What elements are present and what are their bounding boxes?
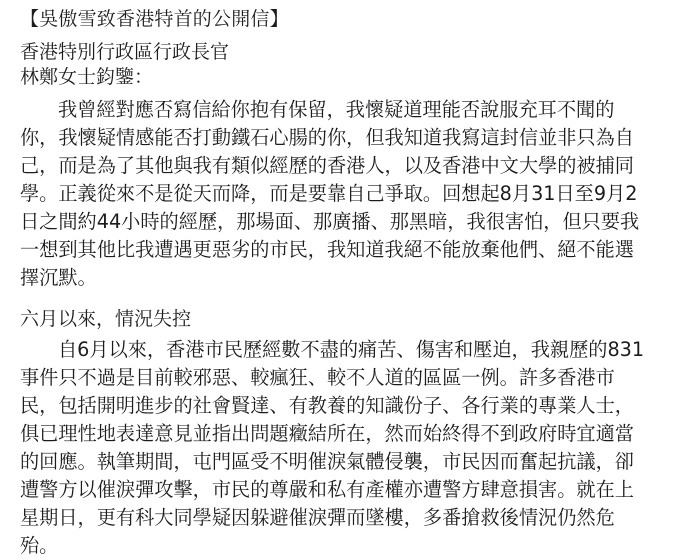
paragraph-line: 我曾經對應否寫信給你抱有保留，我懷疑道理能否說服充耳不聞的 (58, 98, 615, 121)
letter-title: 【吳傲雪致香港特首的公開信】 (20, 8, 289, 30)
paragraph-line: 擇沉默。 (20, 266, 97, 289)
paragraph-line: 殆。 (20, 534, 59, 557)
paragraph-line: 學。正義從來不是從天而降，而是要靠自己爭取。回想起8月31日至9月2 (20, 182, 638, 205)
paragraph-line: 一想到其他比我遭遇更惡劣的市民，我知道我絕不能放棄他們、絕不能選 (20, 238, 634, 261)
paragraph-line: 俱已理性地表達意見並指出問題癥結所在，然而始終得不到政府時宜適當 (20, 422, 634, 445)
paragraph-line: 的回應。執筆期間，屯門區受不明催淚氣體侵襲，市民因而奮起抗議，卻 (20, 450, 634, 473)
salutation-line: 林鄭女士鈞鑒： (20, 66, 154, 88)
paragraph-line: 自6月以來，香港市民歷經數不盡的痛苦、傷害和壓迫，我親歷的831 (58, 338, 645, 361)
paragraph-line: 日之間約44小時的經歷，那場面、那廣播、那黑暗，我很害怕，但只要我 (20, 210, 640, 233)
paragraph-line: 己，而是為了其他與我有類似經歷的香港人，以及香港中文大學的被捕同 (20, 154, 634, 177)
paragraph-2 (20, 336, 678, 560)
paragraph-line: 民，包括開明進步的社會賢達、有教養的知識份子、各行業的專業人士， (20, 394, 634, 417)
recipient-line: 香港特別行政區行政長官 (20, 41, 230, 63)
paragraph-line: 你，我懷疑情感能否打動鐵石心腸的你，但我知道我寫這封信並非只為自 (20, 126, 634, 149)
paragraph-line: 遭警方以催淚彈攻擊，市民的尊嚴和私有產權亦遭警方肆意損害。就在上 (20, 478, 634, 501)
paragraph-line: 事件只不過是目前較邪惡、較瘋狂、較不人道的區區一例。許多香港市 (20, 366, 615, 389)
paragraph-1 (20, 96, 678, 292)
section-heading: 六月以來，情況失控 (20, 308, 192, 330)
paragraph-line: 星期日，更有科大同學疑因躲避催淚彈而墜樓，多番搶救後情況仍然危 (20, 506, 615, 529)
